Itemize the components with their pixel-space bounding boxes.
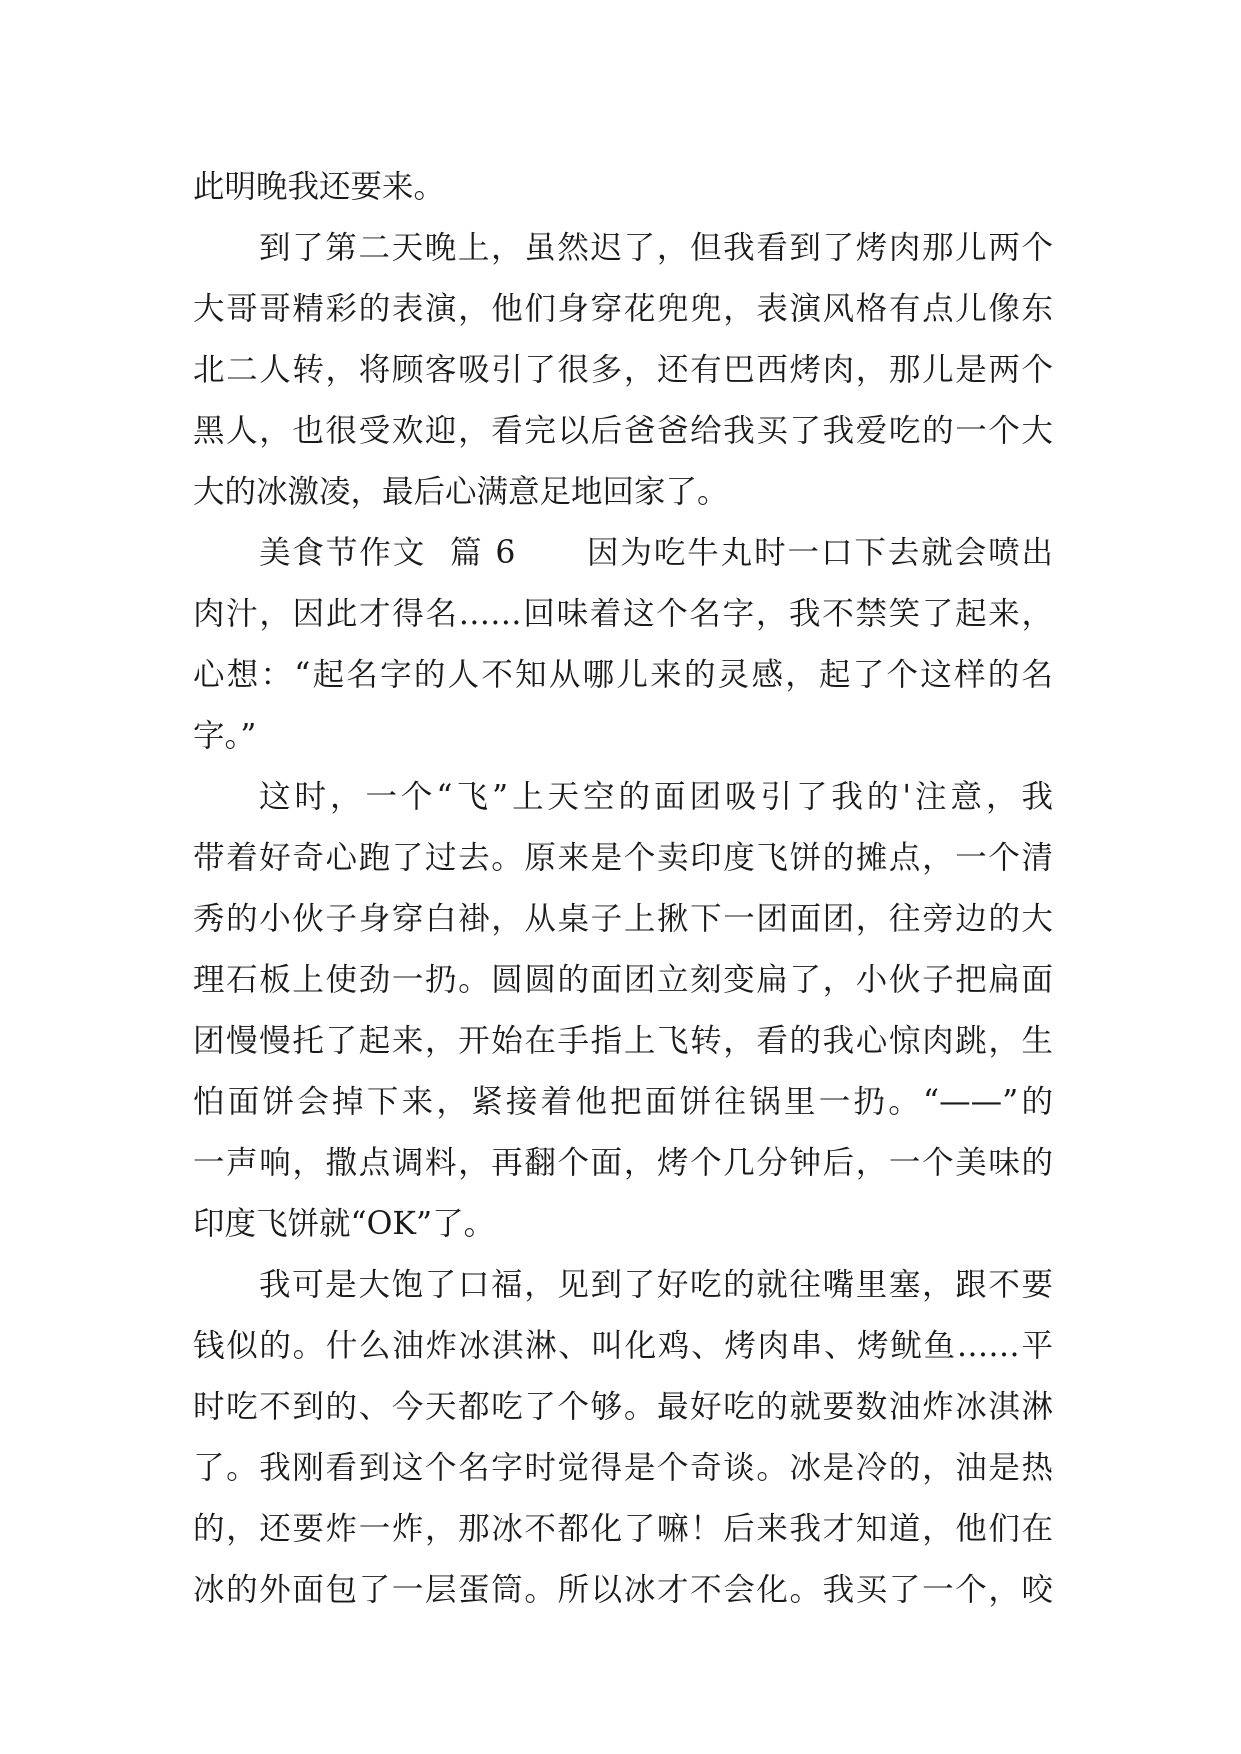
- text-line: 印度飞饼就“OK”了。: [193, 1206, 496, 1242]
- text-line: 心想：“起名字的人不知从哪儿来的灵感，起了个这样的名: [193, 657, 1053, 693]
- text-line: 字。”: [193, 718, 257, 754]
- text-line: 了。我刚看到这个名字时觉得是个奇谈。冰是冷的，油是热: [193, 1450, 1053, 1486]
- text-line: 我可是大饱了口福，见到了好吃的就往嘴里塞，跟不要: [259, 1267, 1053, 1303]
- text-line: 大的冰激凌，最后心满意足地回家了。: [193, 474, 729, 510]
- text-line: 此明晚我还要来。: [193, 169, 446, 205]
- text-line: 大哥哥精彩的表演，他们身穿花兜兜，表演风格有点儿像东: [193, 291, 1053, 327]
- text-line: 理石板上使劲一扔。圆圆的面团立刻变扁了，小伙子把扁面: [193, 962, 1053, 998]
- text-line: 这时，一个“飞”上天空的面团吸引了我的'注意，我: [259, 779, 1053, 815]
- text-line: 秀的小伙子身穿白褂，从桌子上揪下一团面团，往旁边的大: [193, 901, 1053, 937]
- text-line: 冰的外面包了一层蛋筒。所以冰才不会化。我买了一个，咬: [193, 1572, 1053, 1608]
- text-line: 到了第二天晚上，虽然迟了，但我看到了烤肉那儿两个: [259, 230, 1053, 266]
- section-heading-line: 美食节作文 篇 6 因为吃牛丸时一口下去就会喷出: [259, 535, 1053, 571]
- text-line: 的，还要炸一炸，那冰不都化了嘛！后来我才知道，他们在: [193, 1511, 1053, 1547]
- text-line: 钱似的。什么油炸冰淇淋、叫化鸡、烤肉串、烤鱿鱼……平: [193, 1328, 1053, 1364]
- text-line: 团慢慢托了起来，开始在手指上飞转，看的我心惊肉跳，生: [193, 1023, 1053, 1059]
- text-line: 带着好奇心跑了过去。原来是个卖印度飞饼的摊点，一个清: [193, 840, 1053, 876]
- essay-body: [193, 157, 1053, 1621]
- text-line: 肉汁，因此才得名……回味着这个名字，我不禁笑了起来，: [193, 596, 1053, 632]
- text-line: 黑人，也很受欢迎，看完以后爸爸给我买了我爱吃的一个大: [193, 413, 1053, 449]
- text-line: 北二人转，将顾客吸引了很多，还有巴西烤肉，那儿是两个: [193, 352, 1053, 388]
- text-line: 一声响，撒点调料，再翻个面，烤个几分钟后，一个美味的: [193, 1145, 1053, 1181]
- text-line: 怕面饼会掉下来，紧接着他把面饼往锅里一扔。“——”的: [193, 1084, 1053, 1120]
- text-line: 时吃不到的、今天都吃了个够。最好吃的就要数油炸冰淇淋: [193, 1389, 1053, 1425]
